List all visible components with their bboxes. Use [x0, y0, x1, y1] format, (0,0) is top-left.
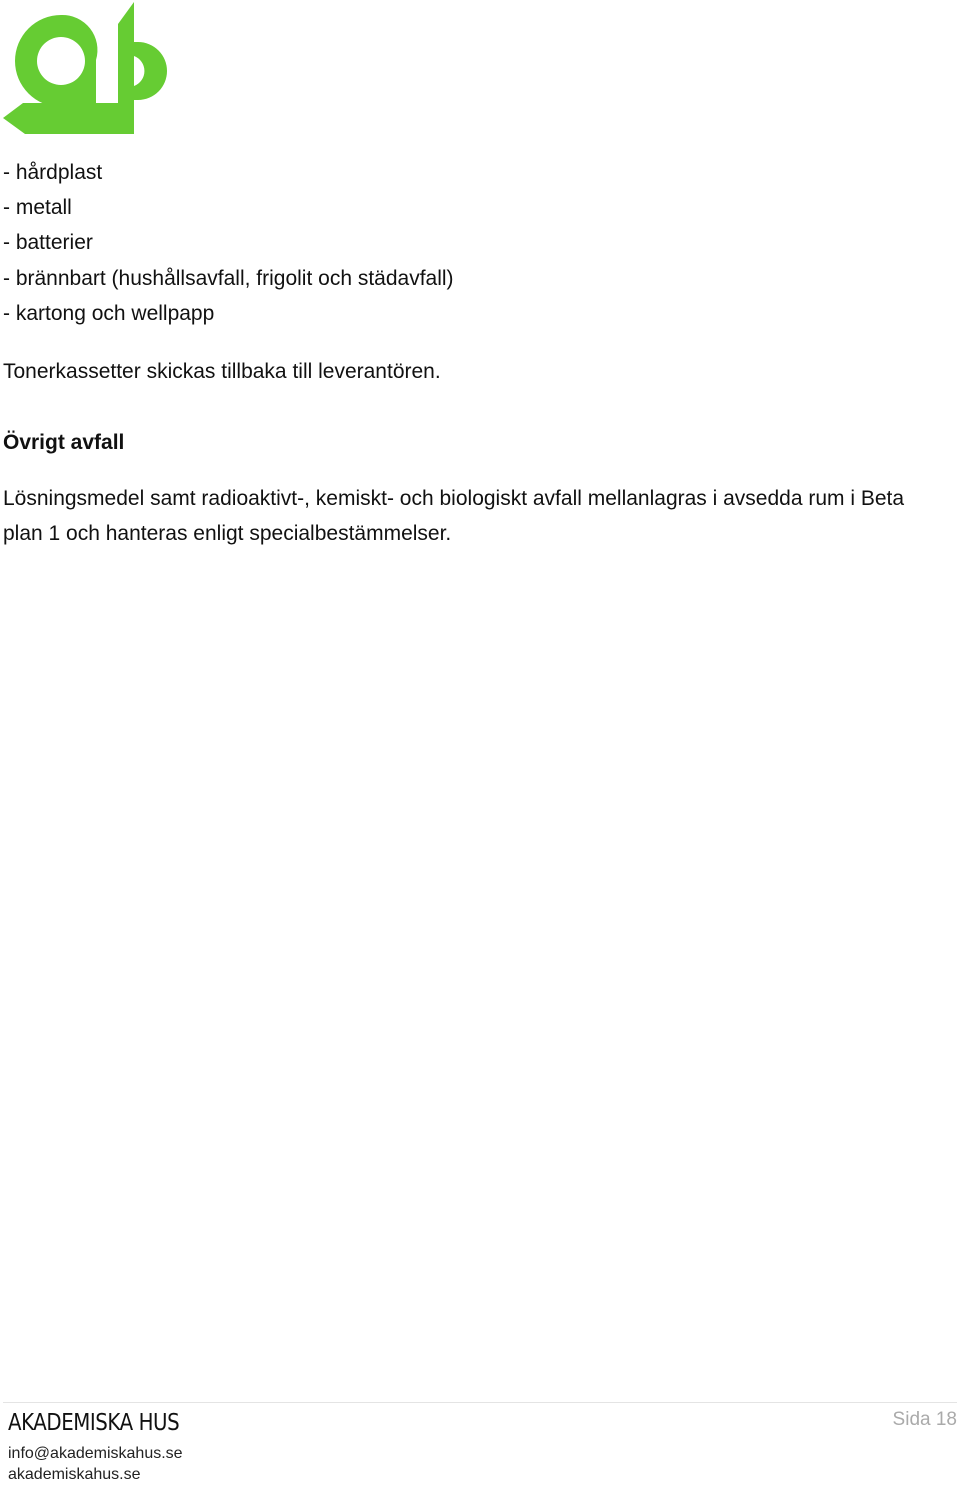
- list-item: - metall: [3, 196, 72, 220]
- footer-website: akademiskahus.se: [8, 1466, 141, 1483]
- akademiska-hus-logo-icon: [3, 2, 173, 134]
- toner-paragraph: Tonerkassetter skickas tillbaka till leverantören.: [3, 360, 441, 383]
- logo-lobe-shape: [134, 42, 167, 100]
- logo-bar-shape: [3, 103, 134, 134]
- section-heading: Övrigt avfall: [3, 431, 125, 454]
- waste-type-list: [3, 155, 454, 331]
- logo-a-shape: [15, 15, 97, 107]
- section-body: [3, 481, 960, 551]
- page-number: Sida 18: [892, 1409, 957, 1430]
- body-line: Lösningsmedel samt radioaktivt-, kemiskt- och biologiskt avfall mellanlagras i avsedda rum i Beta: [3, 487, 905, 510]
- list-item: - batterier: [3, 231, 93, 255]
- list-item: - kartong och wellpapp: [3, 301, 215, 325]
- list-item: - hårdplast: [3, 161, 103, 184]
- body-line: plan 1 och hanteras enligt specialbestämmelser.: [3, 522, 452, 545]
- list-item: - brännbart (hushållsavfall, frigolit och städavfall): [3, 266, 454, 290]
- footer-brand: AKADEMISKA HUS: [8, 1410, 180, 1436]
- footer-divider: [3, 1402, 957, 1403]
- footer-email: info@akademiskahus.se: [8, 1445, 183, 1462]
